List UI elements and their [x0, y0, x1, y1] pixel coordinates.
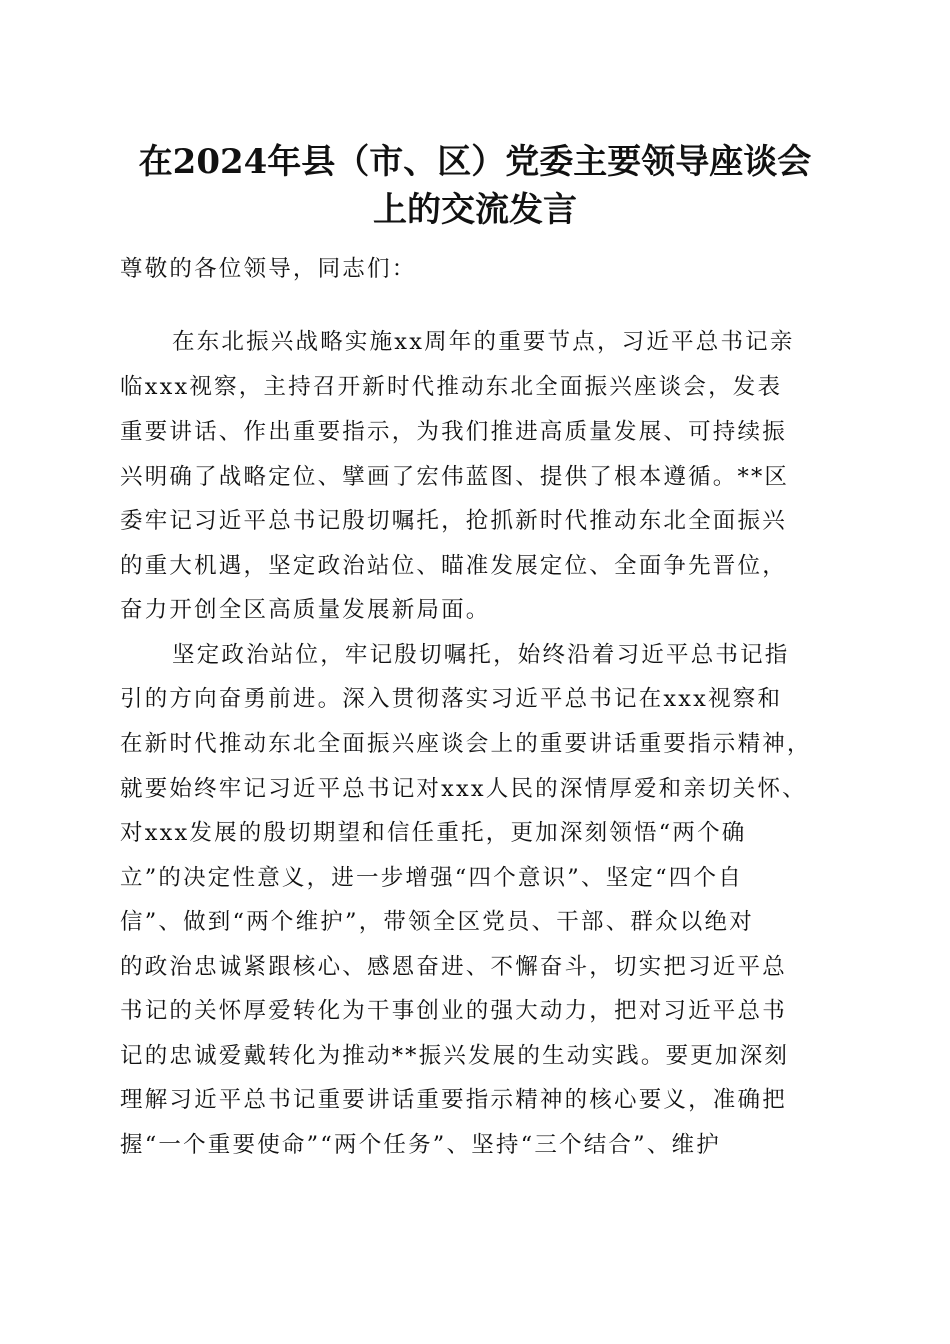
- paragraph-1-line: 委牢记习近平总书记殷切嘱托，抢抓新时代推动东北全面振兴: [120, 508, 787, 534]
- paragraph-1-line: 临xxx视察，主持召开新时代推动东北全面振兴座谈会，发表: [120, 374, 783, 400]
- paragraph-2-line: 信”、做到“两个维护”，带领全区党员、干部、群众以绝对: [120, 909, 754, 935]
- salutation: 尊敬的各位领导，同志们：: [120, 256, 417, 282]
- paragraph-2-line: 坚定政治站位，牢记殷切嘱托，始终沿着习近平总书记指: [172, 642, 790, 668]
- paragraph-2-line: 引的方向奋勇前进。深入贯彻落实习近平总书记在xxx视察和: [120, 686, 783, 712]
- paragraph-2-line: 理解习近平总书记重要讲话重要指示精神的核心要义，准确把: [120, 1087, 787, 1113]
- paragraph-1-line: 的重大机遇，坚定政治站位、瞄准发展定位、全面争先晋位，: [120, 553, 787, 579]
- document-title-line-1: 在2024年县（市、区）党委主要领导座谈会: [138, 142, 812, 182]
- paragraph-2-line: 立”的决定性意义，进一步增强“四个意识”、坚定“四个自: [120, 865, 743, 891]
- paragraph-1-line: 在东北振兴战略实施xx周年的重要节点，习近平总书记亲: [172, 329, 795, 355]
- paragraph-2-line: 记的忠诚爱戴转化为推动**振兴发展的生动实践。要更加深刻: [120, 1043, 790, 1069]
- paragraph-2-line: 握“一个重要使命”“两个任务”、坚持“三个结合”、维护: [120, 1132, 721, 1158]
- paragraph-1-line: 重要讲话、作出重要指示，为我们推进高质量发展、可持续振: [120, 419, 787, 445]
- document-title-line-2: 上的交流发言: [373, 190, 577, 230]
- paragraph-1-line: 奋力开创全区高质量发展新局面。: [120, 597, 491, 623]
- paragraph-2-line: 对xxx发展的殷切期望和信任重托，更加深刻领悟“两个确: [120, 820, 747, 846]
- paragraph-2-line: 的政治忠诚紧跟核心、感恩奋进、不懈奋斗，切实把习近平总: [120, 954, 787, 980]
- paragraph-1-line: 兴明确了战略定位、擘画了宏伟蓝图、提供了根本遵循。**区: [120, 464, 790, 490]
- paragraph-2-line: 在新时代推动东北全面振兴座谈会上的重要讲话重要指示精神，: [120, 731, 812, 757]
- paragraph-2-line: 就要始终牢记习近平总书记对xxx人民的深情厚爱和亲切关怀、: [120, 776, 807, 802]
- paragraph-2-line: 书记的关怀厚爱转化为干事创业的强大动力，把对习近平总书: [120, 998, 787, 1024]
